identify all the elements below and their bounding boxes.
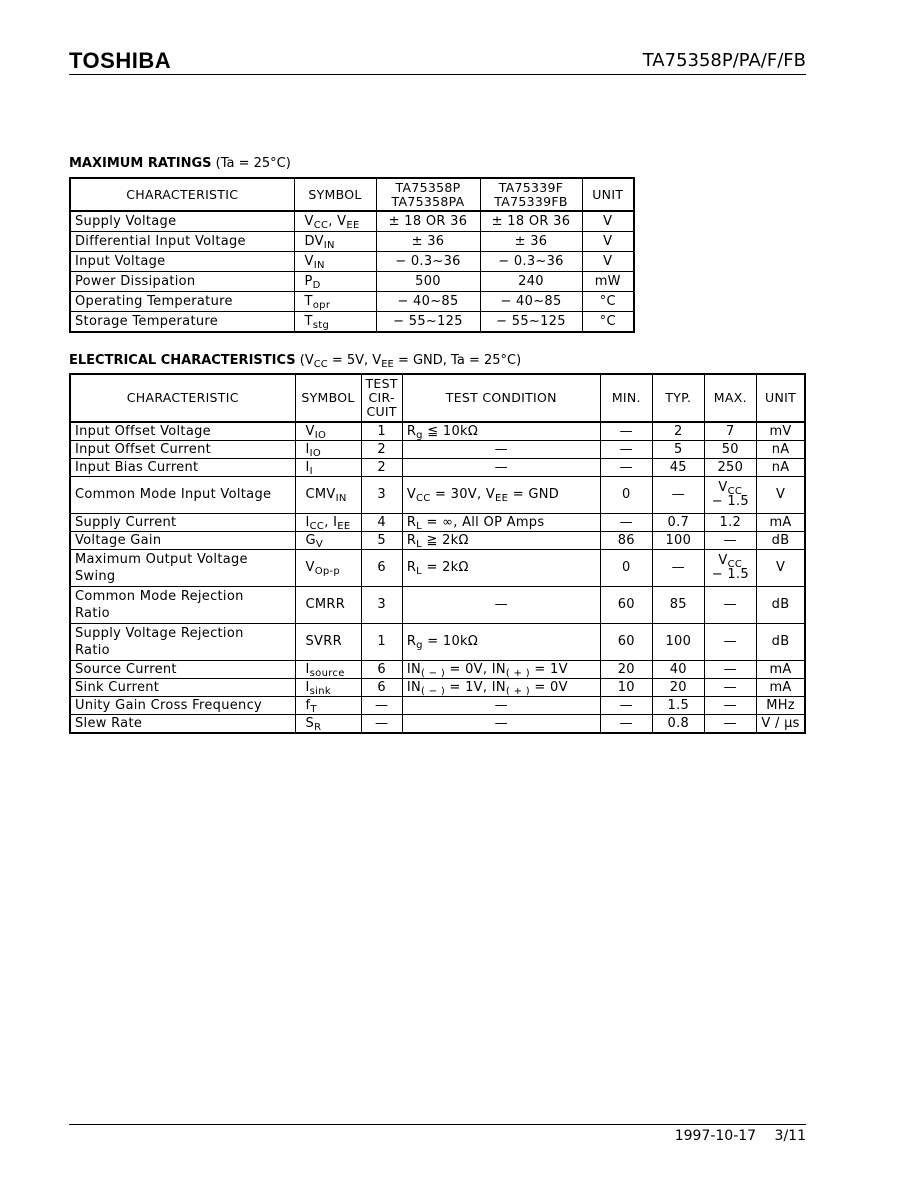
test-circuit-cell: 1 — [361, 624, 402, 661]
cond-close: = GND, Ta = 25°C) — [393, 353, 522, 368]
symbol: G — [305, 532, 316, 548]
table-row — [70, 441, 805, 459]
typ-cell: 5 — [652, 441, 704, 459]
min-cell: 60 — [600, 624, 652, 661]
test-circuit-cell: 2 — [361, 459, 402, 477]
ta75339-value: − 55~125 — [480, 312, 582, 333]
condition-text: R — [406, 532, 417, 548]
symbol-cell — [295, 550, 361, 587]
cond-mid: = 5V, V — [327, 353, 382, 368]
unit-cell: dB — [756, 624, 805, 661]
unit-cell: °C — [582, 292, 634, 312]
unit-cell: °C — [582, 312, 634, 333]
unit-cell: V — [582, 211, 634, 232]
test-condition-cell — [402, 697, 600, 715]
unit-cell: nA — [756, 441, 805, 459]
col-ta75358 — [376, 178, 480, 211]
min-cell: 86 — [600, 532, 652, 550]
ta75358-value: ± 18 OR 36 — [376, 211, 480, 232]
max-ratings-title — [69, 156, 291, 171]
condition-text: — — [494, 459, 508, 475]
characteristic-cell — [70, 624, 295, 661]
condition-rest: = 1V, IN — [445, 679, 506, 695]
symbol-cell — [295, 459, 361, 477]
unit-cell: dB — [756, 532, 805, 550]
characteristic-cell: Operating Temperature — [70, 292, 294, 312]
condition-sub: ( − ) — [420, 685, 446, 697]
characteristic-cell: Input Offset Voltage — [70, 422, 295, 441]
col-symbol: SYMBOL — [294, 178, 376, 211]
characteristic-line1: Common Mode Rejection — [75, 589, 244, 604]
symbol: S — [305, 715, 315, 731]
table-row — [70, 697, 805, 715]
condition-rest: ≦ 10kΩ — [422, 423, 479, 439]
col-ta75339-line2: TA75339FB — [494, 193, 568, 209]
typ-cell: 45 — [652, 459, 704, 477]
test-condition-cell — [402, 550, 600, 587]
typ-cell: 0.7 — [652, 514, 704, 532]
table-row — [70, 661, 805, 679]
symbol-sub: D — [312, 280, 321, 291]
ta75358-value: 500 — [376, 272, 480, 292]
condition-rest: = 10kΩ — [422, 634, 479, 649]
symbol-cell — [295, 697, 361, 715]
symbol-sub: CC — [309, 520, 325, 532]
table-row — [70, 477, 805, 514]
test-circuit-cell: 3 — [361, 477, 402, 514]
max-ratings-condition: (Ta = 25°C) — [215, 156, 291, 171]
symbol-cell — [294, 232, 376, 252]
col-test-condition: TEST CONDITION — [402, 374, 600, 422]
condition-text: IN — [406, 679, 421, 695]
electrical-header-row — [70, 374, 805, 422]
unit-cell: mA — [756, 679, 805, 697]
max-cell: 7 — [704, 422, 756, 441]
table-row — [70, 550, 805, 587]
symbol: T — [304, 314, 313, 329]
condition-text: R — [406, 560, 417, 575]
test-line1: TEST — [365, 376, 398, 391]
symbol-cell — [294, 312, 376, 333]
characteristic-cell: Input Offset Current — [70, 441, 295, 459]
col-min: MIN. — [600, 374, 652, 422]
symbol-sub: IO — [314, 429, 327, 441]
characteristic-cell: Input Bias Current — [70, 459, 295, 477]
characteristic-line2: Ratio — [75, 606, 110, 621]
test-condition-cell — [402, 715, 600, 734]
min-cell: — — [600, 441, 652, 459]
max-line2: − 1.5 — [711, 493, 749, 509]
symbol-cell — [295, 477, 361, 514]
characteristic-cell: Differential Input Voltage — [70, 232, 294, 252]
condition-text: R — [406, 423, 417, 439]
footer-rule — [69, 1124, 806, 1125]
min-cell: — — [600, 514, 652, 532]
table-row — [70, 232, 634, 252]
max-line1: V — [718, 479, 728, 495]
characteristic-cell: Supply Voltage — [70, 211, 294, 232]
symbol-cell — [295, 532, 361, 550]
unit-cell: nA — [756, 459, 805, 477]
symbol: SVRR — [305, 634, 342, 649]
typ-cell: — — [652, 550, 704, 587]
max-ratings-header-row — [70, 178, 634, 211]
table-row — [70, 252, 634, 272]
max-cell: — — [704, 587, 756, 624]
condition-rest-2: = 1V — [529, 661, 568, 677]
table-row — [70, 459, 805, 477]
symbol-sub: sink — [309, 685, 331, 697]
table-row — [70, 514, 805, 532]
min-cell: — — [600, 715, 652, 734]
unit-cell: V — [756, 477, 805, 514]
table-row — [70, 422, 805, 441]
test-condition-cell — [402, 624, 600, 661]
col-characteristic: CHARACTERISTIC — [70, 178, 294, 211]
test-circuit-cell: 6 — [361, 661, 402, 679]
part-number: TA75358P/PA/F/FB — [642, 50, 806, 71]
characteristic-line1: Supply Voltage Rejection — [75, 626, 244, 641]
symbol-sub: I — [309, 465, 313, 477]
ta75339-value: − 0.3~36 — [480, 252, 582, 272]
symbol-sub: V — [315, 538, 324, 550]
ta75339-value: − 40~85 — [480, 292, 582, 312]
characteristic-cell: Common Mode Input Voltage — [70, 477, 295, 514]
characteristic-cell — [70, 587, 295, 624]
condition-text: IN — [406, 661, 421, 677]
symbol-cell — [295, 422, 361, 441]
col-max: MAX. — [704, 374, 756, 422]
electrical-table — [69, 373, 806, 734]
col-ta75339-line1: TA75339F — [498, 179, 564, 195]
symbol: V — [304, 214, 314, 229]
symbol: f — [305, 697, 311, 713]
max-sub: CC — [727, 485, 743, 497]
condition-rest: ≧ 2kΩ — [422, 532, 469, 548]
condition-text: — — [494, 441, 508, 457]
ta75358-value: − 55~125 — [376, 312, 480, 333]
symbol-sub: R — [314, 721, 322, 733]
symbol: V — [305, 560, 315, 575]
col-characteristic: CHARACTERISTIC — [70, 374, 295, 422]
electrical-condition — [300, 353, 521, 368]
condition-text: R — [406, 634, 417, 649]
max-cell: — — [704, 661, 756, 679]
col-ta75358-line2: TA75358PA — [391, 193, 465, 209]
table-row — [70, 624, 805, 661]
table-row — [70, 272, 634, 292]
max-cell: — — [704, 532, 756, 550]
symbol-cell — [295, 587, 361, 624]
ta75339-value: ± 36 — [480, 232, 582, 252]
condition-rest: = 2kΩ — [422, 560, 469, 575]
unit-cell: mA — [756, 514, 805, 532]
unit-cell: mW — [582, 272, 634, 292]
table-row — [70, 211, 634, 232]
cond-vcc-sub: CC — [313, 359, 328, 370]
characteristic-cell: Input Voltage — [70, 252, 294, 272]
test-circuit-cell: 2 — [361, 441, 402, 459]
symbol-cell — [294, 211, 376, 232]
unit-cell: dB — [756, 587, 805, 624]
test-circuit-cell: 5 — [361, 532, 402, 550]
characteristic-cell: Source Current — [70, 661, 295, 679]
symbol: V — [305, 423, 315, 439]
condition-rest-2: = 0V — [529, 679, 568, 695]
condition-text: — — [494, 597, 508, 612]
test-condition-cell — [402, 532, 600, 550]
test-circuit-cell: 6 — [361, 679, 402, 697]
table-row — [70, 292, 634, 312]
symbol: T — [304, 294, 313, 309]
toshiba-logo: TOSHIBA — [69, 48, 172, 73]
condition-text: V — [406, 487, 417, 502]
characteristic-cell: Supply Current — [70, 514, 295, 532]
electrical-title — [69, 353, 521, 368]
symbol: CMV — [305, 487, 336, 502]
test-condition-cell — [402, 587, 600, 624]
footer — [661, 1128, 806, 1144]
test-line2: CIR- — [368, 390, 395, 405]
unit-cell: V / μs — [756, 715, 805, 734]
typ-cell: 0.8 — [652, 715, 704, 734]
condition-sub: L — [416, 538, 423, 550]
max-cell: 1.2 — [704, 514, 756, 532]
symbol-2: , I — [324, 514, 338, 530]
symbol-sub: IN — [323, 240, 335, 251]
condition-sub-2: ( + ) — [505, 685, 530, 697]
condition-text: R — [406, 514, 417, 530]
col-unit: UNIT — [582, 178, 634, 211]
max-cell: — — [704, 715, 756, 734]
symbol-2: , V — [328, 214, 347, 229]
col-ta75358-line1: TA75358P — [395, 179, 461, 195]
symbol-cell — [295, 624, 361, 661]
max-cell: — — [704, 624, 756, 661]
symbol-cell — [294, 292, 376, 312]
condition-rest-2: = GND — [508, 487, 560, 502]
typ-cell: — — [652, 477, 704, 514]
test-circuit-cell: 4 — [361, 514, 402, 532]
max-ratings-table — [69, 177, 635, 333]
symbol-sub: CC — [313, 220, 329, 231]
symbol-cell — [295, 514, 361, 532]
unit-cell: mA — [756, 661, 805, 679]
test-circuit-cell: 6 — [361, 550, 402, 587]
table-row — [70, 679, 805, 697]
test-condition-cell — [402, 441, 600, 459]
min-cell: 0 — [600, 477, 652, 514]
min-cell: 10 — [600, 679, 652, 697]
unit-cell: MHz — [756, 697, 805, 715]
max-cell: — — [704, 679, 756, 697]
symbol: I — [305, 441, 310, 457]
min-cell: — — [600, 422, 652, 441]
min-cell: — — [600, 459, 652, 477]
ta75339-value: ± 18 OR 36 — [480, 211, 582, 232]
col-test-circuit — [361, 374, 402, 422]
characteristic-cell — [70, 550, 295, 587]
min-cell: 60 — [600, 587, 652, 624]
symbol: CMRR — [305, 597, 346, 612]
condition-sub: L — [416, 566, 423, 577]
unit-cell: mV — [756, 422, 805, 441]
electrical-heading: ELECTRICAL CHARACTERISTICS — [69, 353, 296, 368]
max-cell: 250 — [704, 459, 756, 477]
symbol-cell — [295, 679, 361, 697]
symbol-cell — [294, 252, 376, 272]
condition-rest: = 0V, IN — [445, 661, 506, 677]
test-condition-cell — [402, 477, 600, 514]
test-condition-cell — [402, 422, 600, 441]
characteristic-line2: Swing — [75, 569, 116, 584]
min-cell: — — [600, 697, 652, 715]
characteristic-line1: Maximum Output Voltage — [75, 552, 248, 567]
symbol-cell — [295, 715, 361, 734]
table-row — [70, 587, 805, 624]
symbol: I — [305, 661, 310, 677]
typ-cell: 40 — [652, 661, 704, 679]
condition-rest: = 30V, V — [430, 487, 496, 502]
condition-sub: g — [416, 640, 423, 651]
max-cell: 50 — [704, 441, 756, 459]
table-row — [70, 532, 805, 550]
typ-cell: 2 — [652, 422, 704, 441]
symbol: I — [305, 459, 310, 475]
symbol-cell — [295, 661, 361, 679]
col-ta75339 — [480, 178, 582, 211]
condition-sub-2: ( + ) — [505, 667, 530, 679]
col-typ: TYP. — [652, 374, 704, 422]
test-condition-cell — [402, 661, 600, 679]
characteristic-cell: Unity Gain Cross Frequency — [70, 697, 295, 715]
condition-rest: = ∞, All OP Amps — [422, 514, 545, 530]
symbol: DV — [304, 234, 324, 249]
min-cell: 0 — [600, 550, 652, 587]
symbol-sub: stg — [312, 320, 330, 331]
characteristic-cell: Slew Rate — [70, 715, 295, 734]
condition-sub: CC — [416, 493, 431, 504]
characteristic-cell: Power Dissipation — [70, 272, 294, 292]
symbol-cell — [294, 272, 376, 292]
typ-cell: 100 — [652, 624, 704, 661]
symbol-sub: IN — [335, 493, 347, 504]
max-cell — [704, 550, 756, 587]
test-circuit-cell: — — [361, 697, 402, 715]
symbol-sub-2: EE — [346, 220, 360, 231]
footer-page: 3/11 — [774, 1128, 806, 1144]
condition-sub-2: EE — [495, 493, 509, 504]
test-circuit-cell: — — [361, 715, 402, 734]
max-line1: V — [718, 552, 728, 568]
symbol-sub: Op-p — [314, 566, 341, 577]
symbol: P — [304, 274, 313, 289]
characteristic-cell: Sink Current — [70, 679, 295, 697]
ta75358-value: − 40~85 — [376, 292, 480, 312]
symbol-sub-2: EE — [337, 520, 351, 532]
max-sub: CC — [727, 558, 743, 570]
table-row — [70, 312, 634, 333]
symbol-sub: IO — [309, 447, 322, 459]
test-condition-cell — [402, 514, 600, 532]
condition-sub: g — [416, 429, 423, 441]
typ-cell: 1.5 — [652, 697, 704, 715]
ta75358-value: − 0.3~36 — [376, 252, 480, 272]
typ-cell: 85 — [652, 587, 704, 624]
unit-cell: V — [582, 232, 634, 252]
header-rule — [69, 74, 806, 75]
condition-text: — — [494, 715, 508, 731]
characteristic-cell: Voltage Gain — [70, 532, 295, 550]
symbol-sub: opr — [312, 300, 331, 311]
cond-open: (V — [299, 353, 314, 368]
symbol: I — [305, 679, 310, 695]
test-circuit-cell: 3 — [361, 587, 402, 624]
unit-cell: V — [756, 550, 805, 587]
symbol-sub: T — [310, 703, 317, 715]
ta75358-value: ± 36 — [376, 232, 480, 252]
col-symbol: SYMBOL — [295, 374, 361, 422]
symbol: V — [304, 254, 314, 269]
max-cell — [704, 477, 756, 514]
max-ratings-heading: MAXIMUM RATINGS — [69, 156, 212, 171]
symbol-sub: source — [309, 667, 345, 679]
characteristic-line2: Ratio — [75, 643, 110, 658]
characteristic-cell: Storage Temperature — [70, 312, 294, 333]
typ-cell: 100 — [652, 532, 704, 550]
max-cell: — — [704, 697, 756, 715]
table-row — [70, 715, 805, 734]
unit-cell: V — [582, 252, 634, 272]
max-line2: − 1.5 — [711, 566, 749, 582]
test-line3: CUIT — [366, 404, 397, 419]
symbol-cell — [295, 441, 361, 459]
condition-text: — — [494, 697, 508, 713]
typ-cell: 20 — [652, 679, 704, 697]
min-cell: 20 — [600, 661, 652, 679]
test-condition-cell — [402, 679, 600, 697]
symbol: I — [305, 514, 310, 530]
ta75339-value: 240 — [480, 272, 582, 292]
test-circuit-cell: 1 — [361, 422, 402, 441]
col-unit: UNIT — [756, 374, 805, 422]
test-condition-cell — [402, 459, 600, 477]
cond-vee-sub: EE — [381, 359, 394, 370]
symbol-sub: IN — [313, 260, 325, 271]
condition-sub: ( − ) — [420, 667, 446, 679]
condition-sub: L — [416, 520, 423, 532]
footer-date: 1997-10-17 — [674, 1128, 757, 1144]
